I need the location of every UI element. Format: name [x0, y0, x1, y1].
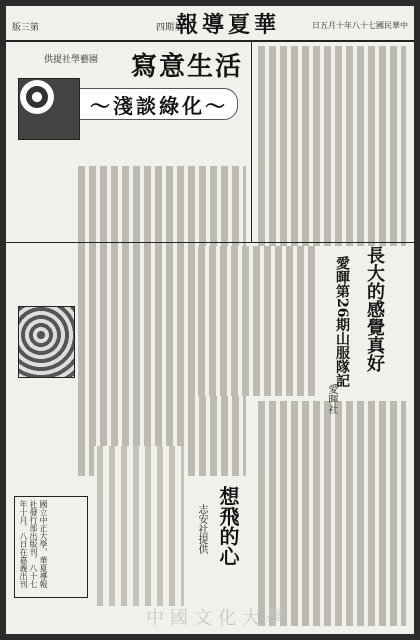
article-body-mid: [196, 246, 316, 396]
feature-right-subtitle: 愛暉第26期山服隊記: [334, 256, 350, 388]
newspaper-page: [6, 6, 414, 634]
paper-title: 華夏導報: [176, 12, 281, 38]
section-divider: [6, 242, 414, 243]
flower-photo-2: [18, 306, 75, 378]
poem-author: 志安社提供: [196, 504, 207, 554]
provider-credit: 供提社學藝園: [44, 55, 99, 65]
poem-title: 想飛的心: [216, 486, 240, 566]
weekday-label: 四期星: [156, 23, 184, 33]
feature-right-title: 長大的感覺真好: [364, 246, 385, 372]
article-body-right: [256, 46, 406, 246]
edition-label: 版三第: [12, 23, 40, 33]
masthead: [6, 6, 414, 42]
publication-note: 國立中正大學，華夏導報社發行部出版刊．八十七年十月．八日在嘉義出刊: [19, 500, 48, 588]
feature-subhead: ～淺談綠化～: [90, 94, 228, 118]
article-body-right-lower: [256, 401, 406, 626]
flower-photo: [18, 78, 80, 140]
feature-right-author: 愛暉社: [326, 384, 337, 414]
issue-date: 日五月十年八十七國民華中: [312, 21, 408, 30]
column-divider: [251, 42, 252, 242]
poem-body: [94, 446, 184, 606]
archive-watermark: 中國文化大學: [146, 608, 290, 629]
feature-headline: 寫意生活: [131, 52, 244, 82]
